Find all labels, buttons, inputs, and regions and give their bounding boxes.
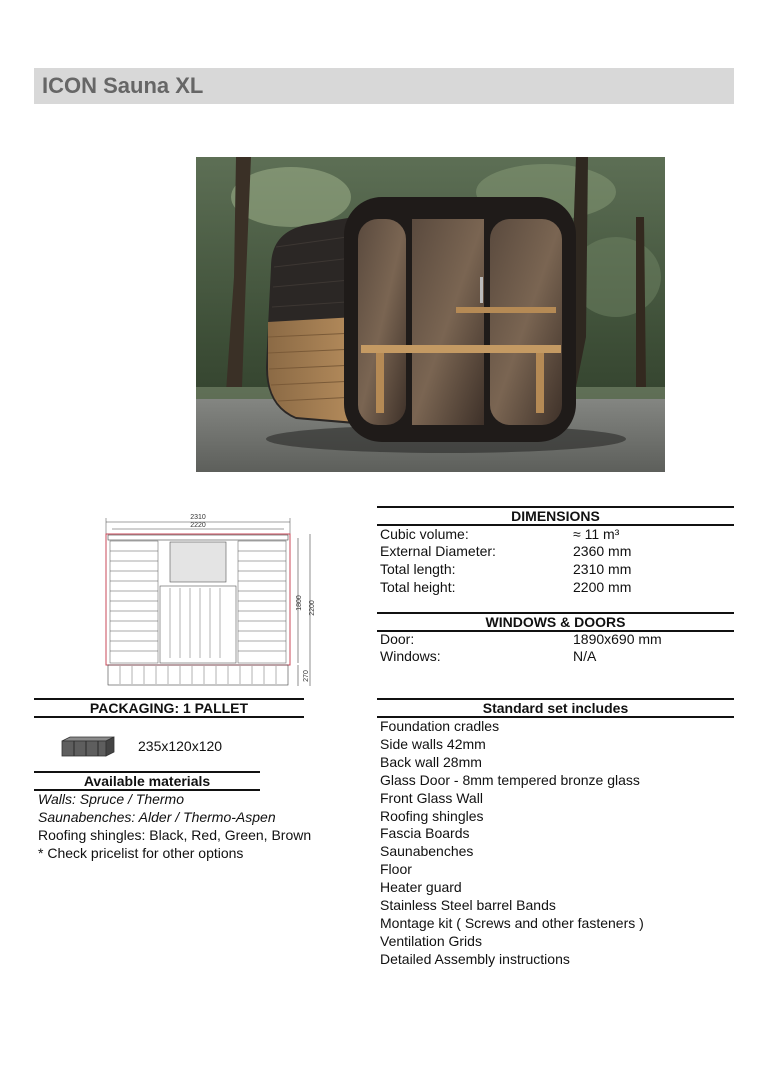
dim-value-length: 2310 mm xyxy=(573,561,632,577)
list-item: Heater guard xyxy=(380,879,462,896)
standard-set-heading: Standard set includes xyxy=(377,698,734,718)
dim-label-length: Total length: xyxy=(380,561,456,577)
list-item: Montage kit ( Screws and other fasteners ) xyxy=(380,914,644,931)
list-item: Floor xyxy=(380,861,412,878)
dim-right-1: 1800 xyxy=(296,595,303,611)
packaging-heading: PACKAGING: 1 PALLET xyxy=(34,698,304,718)
wd-value-windows: N/A xyxy=(573,648,597,664)
materials-note: * Check pricelist for other options xyxy=(38,844,244,861)
materials-benches: Saunabenches: Alder / Thermo-Aspen xyxy=(38,808,276,825)
technical-drawing xyxy=(98,508,320,690)
dim-bottom-right: 270 xyxy=(303,670,310,682)
list-item: Roofing shingles xyxy=(380,807,484,824)
product-photo xyxy=(196,157,665,472)
dim-value-diameter: 2360 mm xyxy=(573,543,632,559)
dim-label-cubic: Cubic volume: xyxy=(380,526,469,542)
dimensions-heading: DIMENSIONS xyxy=(377,506,734,526)
windows-doors-heading: WINDOWS & DOORS xyxy=(377,612,734,632)
list-item: Glass Door - 8mm tempered bronze glass xyxy=(380,771,640,788)
page-title: ICON Sauna XL xyxy=(42,73,204,98)
pallet-icon xyxy=(60,735,116,757)
wd-label-door: Door: xyxy=(380,631,415,647)
dim-label-height: Total height: xyxy=(380,579,456,595)
materials-list xyxy=(38,791,311,863)
list-item: Stainless Steel barrel Bands xyxy=(380,897,556,914)
list-item: Saunabenches xyxy=(380,843,474,860)
dim-label-diameter: External Diameter: xyxy=(380,543,496,559)
list-item: Back wall 28mm xyxy=(380,753,482,770)
title-bar xyxy=(34,68,734,104)
sauna-illustration xyxy=(196,157,665,472)
dim-right-2: 2200 xyxy=(309,600,316,616)
standard-set-list xyxy=(380,718,644,969)
materials-roofing: Roofing shingles: Black, Red, Green, Brown xyxy=(38,826,312,843)
packaging-size: 235x120x120 xyxy=(138,738,223,754)
list-item: Foundation cradles xyxy=(380,718,500,734)
dim-top-inner: 2220 xyxy=(190,522,206,529)
dim-top-outer: 2310 xyxy=(190,514,206,521)
list-item: Detailed Assembly instructions xyxy=(380,950,570,967)
materials-walls: Walls: Spruce / Thermo xyxy=(38,791,185,807)
list-item: Fascia Boards xyxy=(380,825,470,842)
front-elevation-drawing xyxy=(98,508,320,690)
materials-heading: Available materials xyxy=(34,771,260,791)
wd-value-door: 1890x690 mm xyxy=(573,631,662,647)
list-item: Side walls 42mm xyxy=(380,735,486,752)
wd-label-windows: Windows: xyxy=(380,648,441,664)
list-item: Front Glass Wall xyxy=(380,789,483,806)
dim-value-cubic: ≈ 11 m³ xyxy=(573,526,620,542)
list-item: Ventilation Grids xyxy=(380,932,482,949)
dim-value-height: 2200 mm xyxy=(573,579,632,595)
